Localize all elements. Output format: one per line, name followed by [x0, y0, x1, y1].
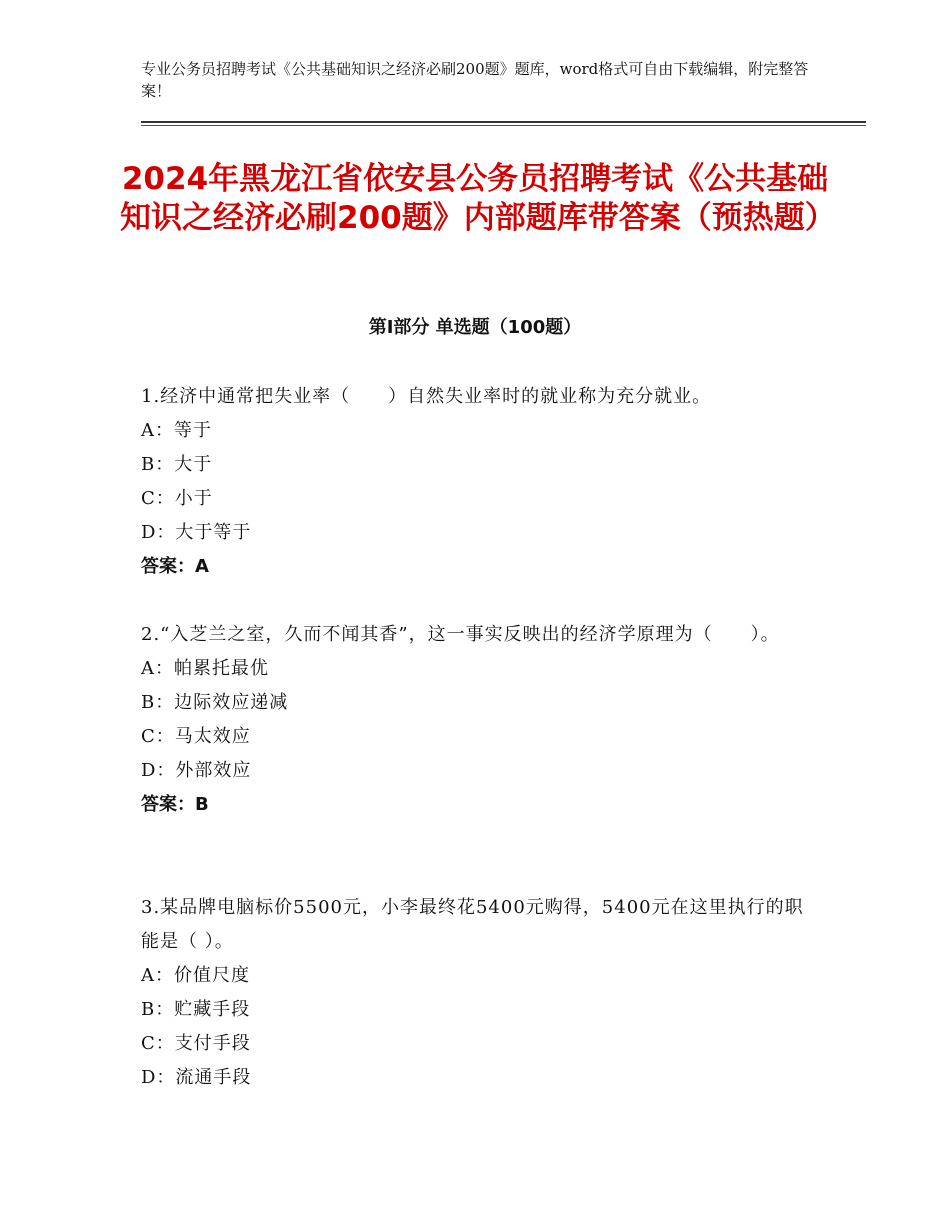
question-stem: 2.“入芝兰之室，久而不闻其香”，这一事实反映出的经济学原理为（ ）。: [141, 624, 780, 645]
option-c: C：小于: [141, 488, 213, 509]
question-1: [141, 380, 821, 584]
option-a: A：等于: [141, 420, 212, 441]
document-title: 2024年黑龙江省依安县公务员招聘考试《公共基础知识之经济必刷200题》内部题库带答案（预热题）: [120, 161, 836, 236]
option-d: D：外部效应: [141, 760, 252, 781]
option-c: C：支付手段: [141, 1033, 251, 1054]
option-b: B：大于: [141, 454, 213, 475]
option-d: D：大于等于: [141, 522, 252, 543]
option-c: C：马太效应: [141, 726, 251, 747]
section-heading: 第Ⅰ部分 单选题（100题）: [368, 317, 582, 338]
option-d: D：流通手段: [141, 1067, 252, 1088]
header-note: 专业公务员招聘考试《公共基础知识之经济必刷200题》题库，word格式可自由下载编辑，附完整答案！: [141, 60, 809, 100]
question-3: [141, 891, 821, 1095]
option-b: B：贮藏手段: [141, 999, 251, 1020]
option-a: A：价值尺度: [141, 965, 250, 986]
header-divider-thick: [141, 121, 866, 123]
option-b: B：边际效应递减: [141, 692, 289, 713]
answer-line: 答案：B: [141, 794, 209, 815]
question-stem: 1.经济中通常把失业率（ ）自然失业率时的就业称为充分就业。: [141, 386, 712, 407]
option-a: A：帕累托最优: [141, 658, 269, 679]
question-2: [141, 618, 821, 822]
question-stem: 3.某品牌电脑标价5500元，小李最终花5400元购得，5400元在这里执行的职能是（ ）。: [141, 897, 804, 952]
answer-line: 答案：A: [141, 556, 209, 577]
header-divider-thin: [141, 125, 866, 126]
